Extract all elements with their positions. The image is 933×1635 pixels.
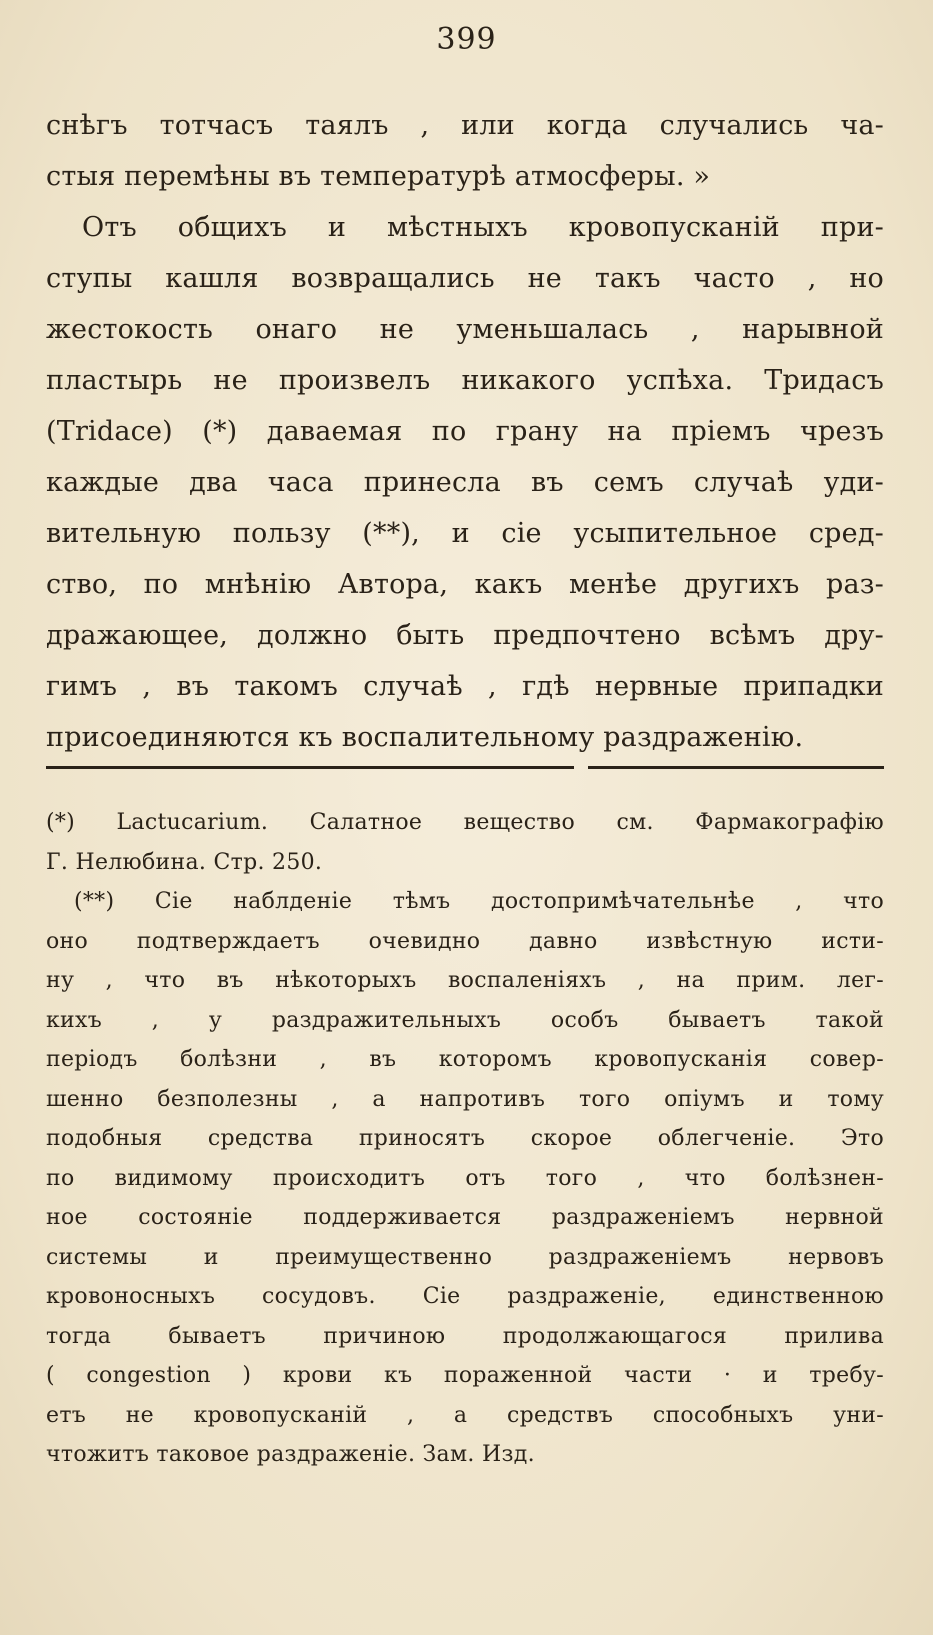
footnote-line: оно подтверждаетъ очевидно давно извѣстную исти-: [46, 928, 884, 954]
footnote-line: періодъ болѣзни , въ которомъ кровопусканія совер-: [46, 1047, 884, 1072]
footnote-line: тогда бываетъ причиною продолжающагося прилива: [46, 1323, 884, 1349]
footnote-line: шенно безполезны , а напротивъ того опіумъ и тому: [46, 1086, 884, 1112]
text-line: дражающее, должно быть предпочтено всѣмъ дру-: [46, 620, 884, 651]
footnote-line: Г. Нелюбина. Стр. 250.: [46, 849, 323, 875]
footnote-line: подобныя средства приносятъ скорое облегченіе. Это: [46, 1126, 884, 1151]
page-number: 399: [436, 22, 497, 57]
footnote-line: (**) Сіе наблденіе тѣмъ достопримѣчательнѣе , что: [74, 889, 884, 914]
text-line: стыя перемѣны въ температурѣ атмосферы. »: [46, 161, 711, 192]
separator-rule-right: [588, 766, 884, 769]
text-line: каждые два часа принесла въ семъ случаѣ уди-: [46, 467, 884, 498]
footnote-line: ное состояніе поддерживается раздраженіемъ нервной: [46, 1205, 884, 1230]
footnote-1: [46, 803, 884, 882]
text-line: пластырь не произвелъ никакого успѣха. Тридасъ: [46, 365, 884, 396]
footnote-line: системы и преимущественно раздраженіемъ нервовъ: [46, 1244, 884, 1270]
footnote-2: [46, 882, 884, 1475]
text-line: жестокость онаго не уменьшалась , нарывной: [46, 314, 884, 345]
text-line: гимъ , въ такомъ случаѣ , гдѣ нервные припадки: [46, 671, 884, 702]
footnote-line: по видимому происходитъ отъ того , что болѣзнен-: [46, 1165, 884, 1191]
footnote-line: етъ не кровопусканій , а средствъ способныхъ уни-: [46, 1402, 884, 1428]
text-line: вительную пользу (**), и сіе усыпительное сред-: [46, 518, 884, 549]
footnote-line: кровоносныхъ сосудовъ. Сіе раздраженіе, единственною: [46, 1284, 884, 1309]
text-line: (Tridace) (*) даваемая по грану на пріемъ чрезъ: [46, 416, 884, 447]
footnote-line: кихъ , у раздражительныхъ особъ бываетъ такой: [46, 1007, 884, 1033]
footnote-line: ( congestion ) крови къ пораженной части · и требу-: [46, 1363, 884, 1388]
text-line: ство, по мнѣнію Автора, какъ менѣе другихъ раз-: [46, 569, 884, 600]
footnote-line: (*) Lactucarium. Салатное вещество см. Фармакографію: [46, 810, 884, 835]
footnote-separator: [46, 766, 884, 770]
text-line: Отъ общихъ и мѣстныхъ кровопусканій при-: [82, 212, 884, 243]
footnote-line: чтожитъ таковое раздраженіе. Зам. Изд.: [46, 1442, 535, 1467]
text-line: присоединяются къ воспалительному раздраженію.: [46, 722, 804, 753]
text-line: снѣгъ тотчасъ таялъ , или когда случались ча-: [46, 110, 884, 141]
footnote-line: ну , что въ нѣкоторыхъ воспаленіяхъ , на прим. лег-: [46, 968, 884, 993]
text-line: ступы кашля возвращались не такъ часто , но: [46, 263, 884, 294]
separator-rule-left: [46, 766, 574, 769]
main-body-text: [46, 100, 884, 763]
footnotes: [46, 803, 884, 1475]
